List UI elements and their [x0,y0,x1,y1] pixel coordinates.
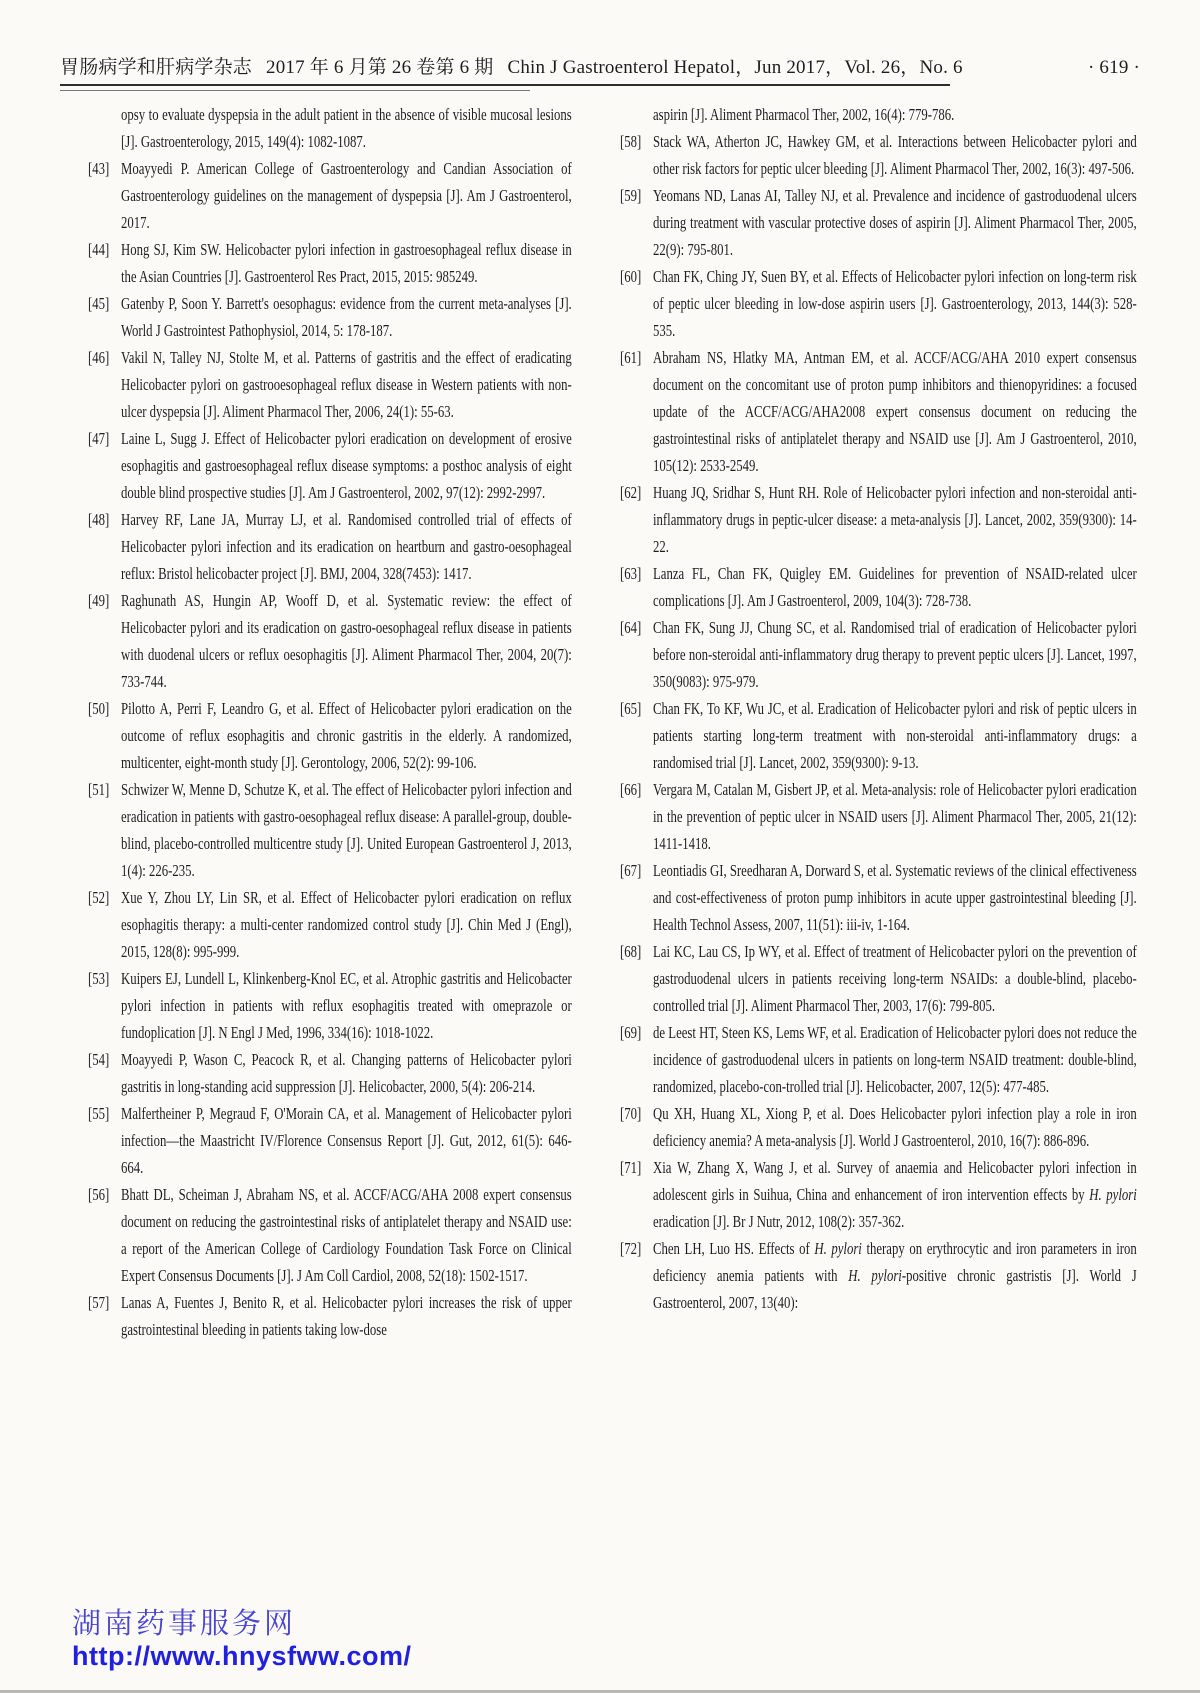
reference-number: [59] [620,186,642,205]
reference-number: [45] [88,294,110,313]
reference-number: [46] [88,348,110,367]
reference-number: [54] [88,1050,110,1069]
reference-number: [51] [88,780,110,799]
reference-item [88,587,572,695]
header-rule-secondary [60,90,530,91]
reference-text: Chan FK, Ching JY, Suen BY, et al. Effects of Helicobacter pylori infection on long-term risk of peptic ulcer bleeding in low-dose aspirin users [J]. Gastroenterology, 2013, 144(3): 528-535. [653,267,1137,340]
reference-text: de Leest HT, Steen KS, Lems WF, et al. Eradication of Helicobacter pylori does not reduce the incidence of gastroduodenal ulcers in patients on long-term NSAID treatment: double-blind, randomized, placebo-con-trolled trial [J]. Helicobacter, 2007, 12(5): 477-485. [653,1023,1137,1096]
reference-number: [53] [88,969,110,988]
reference-item [88,236,572,290]
reference-item [88,290,572,344]
reference-number: [67] [620,861,642,880]
reference-number: [56] [88,1185,110,1204]
reference-item [620,479,1137,560]
reference-text: Moayyedi P. American College of Gastroenterology and Candian Association of Gastroenterology guidelines on the management of dyspepsia [J]. Am J Gastroenterol, 2017. [121,159,572,232]
reference-text: Malfertheiner P, Megraud F, O'Morain CA, et al. Management of Helicobacter pylori infection—the Maastricht IV/Florence Consensus Report [J]. Gut, 2012, 61(5): 646-664. [121,1104,572,1177]
reference-text: Pilotto A, Perri F, Leandro G, et al. Effect of Helicobacter pylori eradication on the outcome of reflux esophagitis and chronic gastritis in the elderly. A randomized, multicenter, eight-month study [J]. Gerontology, 2006, 52(2): 99-106. [121,699,572,772]
journal-title-cn: 胃肠病学和肝病学杂志 [60,57,253,78]
reference-text: Chan FK, To KF, Wu JC, et al. Eradication of Helicobacter pylori and risk of peptic ulcers in patients starting long-term treatment with non-steroidal anti-inflammatory drugs: a randomised trial [J]. Lancet, 2002, 359(9300): 9-13. [653,699,1137,772]
reference-number: [55] [88,1104,110,1123]
reference-number: [71] [620,1158,642,1177]
reference-text: Abraham NS, Hlatky MA, Antman EM, et al. ACCF/ACG/AHA 2010 expert consensus document on the concomitant use of proton pump inhibitors and thienopyridines: a focused update of the ACCF/ACG/AHA2008 expert consensus document on reducing the gastrointestinal risks of antiplatelet therapy and NSAID use [J]. Am J Gastroenterol, 2010, 105(12): 2533-2549. [653,348,1137,475]
reference-item [88,155,572,236]
reference-number: [43] [88,159,110,178]
reference-item [88,101,572,155]
reference-item [88,776,572,884]
reference-number: [72] [620,1239,642,1258]
journal-title-en: Chin J Gastroenterol Hepatol，Jun 2017，Vol. 26，No. 6 [507,57,963,78]
reference-text: Lanza FL, Chan FK, Quigley EM. Guidelines for prevention of NSAID-related ulcer complications [J]. Am J Gastroenterol, 2009, 104(3): 728-738. [653,564,1137,610]
reference-text: Yeomans ND, Lanas AI, Talley NJ, et al. Prevalence and incidence of gastroduodenal ulcers during treatment with vascular protective doses of aspirin [J]. Aliment Pharmacol Ther, 2005, 22(9): 795-801. [653,186,1137,259]
reference-text: Raghunath AS, Hungin AP, Wooff D, et al. Systematic review: the effect of Helicobacter pylori and its eradication on gastro-oesophageal reflux disease in patients with duodenal ulcers or reflux oesophagitis [J]. Aliment Pharmacol Ther, 2004, 20(7): 733-744. [121,591,572,691]
reference-text: Hong SJ, Kim SW. Helicobacter pylori infection in gastroesophageal reflux disease in the Asian Countries [J]. Gastroenterol Res Pract, 2015, 2015: 985249. [121,240,572,286]
reference-number: [58] [620,132,642,151]
reference-number: [70] [620,1104,642,1123]
reference-item [88,884,572,965]
reference-item [88,1181,572,1289]
reference-text: Schwizer W, Menne D, Schutze K, et al. The effect of Helicobacter pylori infection and eradication in patients with gastro-oesophageal reflux disease: A parallel-group, double-blind, placebo-controlled multicentre study [J]. United European Gastroenterol J, 2013, 1(4): 226-235. [121,780,572,880]
reference-item [620,857,1137,938]
reference-item [620,1100,1137,1154]
reference-number: [60] [620,267,642,286]
reference-text: Leontiadis GI, Sreedharan A, Dorward S, et al. Systematic reviews of the clinical effectiveness and cost-effectiveness of proton pump inhibitors in acute upper gastrointestinal bleeding [J]. Health Technol Assess, 2007, 11(51): iii-iv, 1-164. [653,861,1137,934]
reference-number: [48] [88,510,110,529]
reference-item [620,560,1137,614]
reference-text: aspirin [J]. Aliment Pharmacol Ther, 2002, 16(4): 779-786. [653,105,955,124]
reference-number: [47] [88,429,110,448]
reference-text: Qu XH, Huang XL, Xiong P, et al. Does Helicobacter pylori infection play a role in iron deficiency anemia? A meta-analysis [J]. World J Gastroenterol, 2010, 16(7): 886-896. [653,1104,1137,1150]
page-header [60,52,1140,79]
reference-item [88,1100,572,1181]
reference-text: Xue Y, Zhou LY, Lin SR, et al. Effect of Helicobacter pylori eradication on reflux esophagitis therapy: a multi-center randomized control study [J]. Chin Med J (Engl), 2015, 128(8): 995-999. [121,888,572,961]
reference-text: Huang JQ, Sridhar S, Hunt RH. Role of Helicobacter pylori infection and non-steroidal anti-inflammatory drugs in peptic-ulcer disease: a meta-analysis [J]. Lancet, 2002, 359(9300): 14-22. [653,483,1137,556]
reference-item [620,776,1137,857]
journal-issue-cn: 2017 年 6 月第 26 卷第 6 期 [266,57,494,78]
reference-item [620,614,1137,695]
reference-item [620,938,1137,1019]
watermark [72,1608,412,1672]
reference-text: Moayyedi P, Wason C, Peacock R, et al. Changing patterns of Helicobacter pylori gastritis in long-standing acid suppression [J]. Helicobacter, 2000, 5(4): 206-214. [121,1050,572,1096]
reference-item [620,695,1137,776]
reference-text: Stack WA, Atherton JC, Hawkey GM, et al. Interactions between Helicobacter pylori and other risk factors for peptic ulcer bleeding [J]. Aliment Pharmacol Ther, 2002, 16(3): 497-506. [653,132,1137,178]
reference-number: [63] [620,564,642,583]
reference-number: [52] [88,888,110,907]
reference-number: [65] [620,699,642,718]
reference-number: [49] [88,591,110,610]
reference-number: [64] [620,618,642,637]
reference-item [620,101,1137,128]
reference-text: Lanas A, Fuentes J, Benito R, et al. Helicobacter pylori increases the risk of upper gastrointestinal bleeding in patients taking low-dose [121,1293,572,1339]
reference-item [620,1154,1137,1235]
header-rule [60,84,950,86]
reference-text: Kuipers EJ, Lundell L, Klinkenberg-Knol EC, et al. Atrophic gastritis and Helicobacter pylori infection in patients with reflux esophagitis treated with omeprazole or fundoplication [J]. N Engl J Med, 1996, 334(16): 1018-1022. [121,969,572,1042]
reference-item [620,1019,1137,1100]
reference-text: opsy to evaluate dyspepsia in the adult patient in the absence of visible mucosal lesions [J]. Gastroenterology, 2015, 149(4): 1082-1087. [121,105,572,151]
references-left-column [88,101,572,1343]
reference-number: [61] [620,348,642,367]
reference-item [88,506,572,587]
reference-text: Harvey RF, Lane JA, Murray LJ, et al. Randomised controlled trial of effects of Helicobacter pylori infection and its eradication on heartburn and gastro-oesophageal reflux: Bristol helicobacter project [J]. BMJ, 2004, 328(7453): 1417. [121,510,572,583]
reference-item [88,344,572,425]
reference-text: Bhatt DL, Scheiman J, Abraham NS, et al. ACCF/ACG/AHA 2008 expert consensus document on reducing the gastrointestinal risks of antiplatelet therapy and NSAID use: a report of the American College of Cardiology Foundation Task Force on Clinical Expert Consensus Documents [J]. J Am Coll Cardiol, 2008, 52(18): 1502-1517. [121,1185,572,1285]
reference-number: [44] [88,240,110,259]
reference-number: [66] [620,780,642,799]
journal-masthead [60,52,977,79]
page-number: · 619 · [1087,57,1140,78]
reference-item [620,263,1137,344]
reference-item [88,1289,572,1343]
reference-number: [50] [88,699,110,718]
reference-text: Vakil N, Talley NJ, Stolte M, et al. Patterns of gastritis and the effect of eradicating Helicobacter pylori on gastrooesophageal reflux disease in Western patients with non-ulcer dyspepsia [J]. Aliment Pharmacol Ther, 2006, 24(1): 55-63. [121,348,572,421]
reference-text: Lai KC, Lau CS, Ip WY, et al. Effect of treatment of Helicobacter pylori on the prevention of gastroduodenal ulcers in patients receiving long-term NSAIDs: a double-blind, placebo-controlled trial [J]. Aliment Pharmacol Ther, 2003, 17(6): 799-805. [653,942,1137,1015]
reference-text: Chan FK, Sung JJ, Chung SC, et al. Randomised trial of eradication of Helicobacter pylori before non-steroidal anti-inflammatory drug therapy to prevent peptic ulcers [J]. Lancet, 1997, 350(9083): 975-979. [653,618,1137,691]
reference-number: [68] [620,942,642,961]
references-right-column [620,101,1137,1316]
reference-item [88,695,572,776]
reference-text: Vergara M, Catalan M, Gisbert JP, et al. Meta-analysis: role of Helicobacter pylori eradication in the prevention of peptic ulcer in NSAID users [J]. Aliment Pharmacol Ther, 2005, 21(12): 1411-1418. [653,780,1137,853]
reference-number: [57] [88,1293,110,1312]
reference-item [620,128,1137,182]
watermark-url[interactable]: http://www.hnysfww.com/ [72,1641,412,1672]
reference-item [88,1046,572,1100]
reference-number: [62] [620,483,642,502]
reference-item [620,182,1137,263]
reference-text: Gatenby P, Soon Y. Barrett's oesophagus: evidence from the current meta-analyses [J]. World J Gastrointest Pathophysiol, 2014, 5: 178-187. [121,294,572,340]
watermark-site-name: 湖南药事服务网 [72,1608,297,1640]
reference-item [620,344,1137,479]
reference-text: Xia W, Zhang X, Wang J, et al. Survey of anaemia and Helicobacter pylori infection in adolescent girls in Suihua, China and enhancement of iron intervention effects by H. pylori eradication [J]. Br J Nutr, 2012, 108(2): 357-362. [653,1158,1137,1231]
reference-item [88,425,572,506]
reference-text: Chen LH, Luo HS. Effects of H. pylori therapy on erythrocytic and iron parameters in iron deficiency anemia patients with H. pylori-positive chronic gastristis [J]. World J Gastroenterol, 2007, 13(40): [653,1239,1137,1312]
reference-item [620,1235,1137,1316]
reference-item [88,965,572,1046]
reference-number: [69] [620,1023,642,1042]
reference-text: Laine L, Sugg J. Effect of Helicobacter pylori eradication on development of erosive esophagitis and gastroesophageal reflux disease symptoms: a posthoc analysis of eight double blind prospective studies [J]. Am J Gastroenterol, 2002, 97(12): 2992-2997. [121,429,572,502]
